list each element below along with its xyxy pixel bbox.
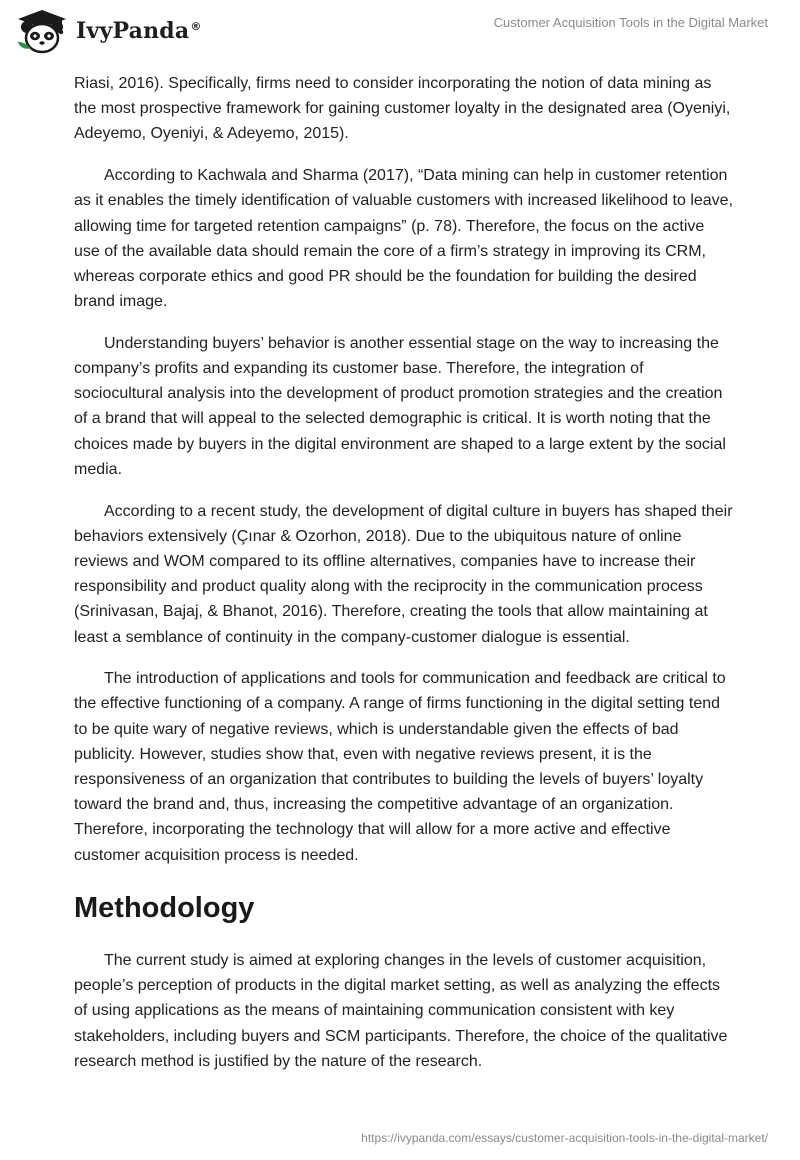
- paragraph: The introduction of applications and tools for communication and feedback are critical to the effective functioning of a company. A range of firms functioning in the digital setting tend to be quite wary of negative reviews, which is understandable given the effects of bad publicity. However, studies show that, even with negative reviews present, it is the responsiveness of an organization that contributes to building the levels of buyers’ loyalty toward the brand and, thus, increasing the competitive advantage of an organization. Therefore, incorporating the technology that will allow for a more active and effective customer acquisition process is needed.: [74, 670, 726, 864]
- brand-name: IvyPanda®: [76, 18, 202, 44]
- paragraph: According to a recent study, the development of digital culture in buyers has shaped their behaviors extensively (Çınar & Ozorhon, 2018). Due to the ubiquitous nature of online reviews and WOM compared to its offline alternatives, companies have to increase their responsibility and product quality along with the reciprocity in the communication process (Srinivasan, Bajaj, & Bhanot, 2016). Therefore, creating the tools that allow maintaining at least a semblance of continuity in the company-customer dialogue is essential.: [74, 502, 733, 646]
- essay-content: [74, 71, 734, 1090]
- paragraph: According to Kachwala and Sharma (2017), “Data mining can help in customer retention as it enables the timely identification of valuable customers with increased likelihood to leave, allowing time for targeted retention campaigns” (p. 78). Therefore, the focus on the active use of the available data should remain the core of a firm’s strategy in improving its CRM, whereas corporate ethics and good PR should be the foundation for building the desired brand image.: [74, 167, 734, 311]
- paragraph: Understanding buyers’ behavior is another essential stage on the way to increasing the company’s profits and expanding its customer base. Therefore, the integration of sociocultural analysis into the development of product promotion strategies and the creation of a brand that will appeal to the selected demographic is critical. It is worth noting that the choices made by buyers in the digital environment are shaped to a large extent by the social media.: [74, 334, 726, 478]
- section-heading: Methodology: [74, 891, 255, 924]
- source-url[interactable]: https://ivypanda.com/essays/customer-acquisition-tools-in-the-digital-market/: [361, 1131, 768, 1145]
- paragraph: Riasi, 2016). Specifically, firms need to consider incorporating the notion of data mining as the most prospective framework for gaining customer loyalty in the designated area (Oyeniyi, Adeyemo, Oyeniyi, & Adeyemo, 2015).: [74, 75, 731, 143]
- ivypanda-logo[interactable]: [14, 8, 202, 54]
- paragraph: The current study is aimed at exploring changes in the levels of customer acquisition, people’s perception of products in the digital market setting, as well as analyzing the effects of using applications as the means of maintaining communication consistent with key stakeholders, including buyers and SCM participants. Therefore, the choice of the qualitative research method is justified by the nature of the research.: [74, 951, 728, 1070]
- document-title: Customer Acquisition Tools in the Digital Market: [493, 15, 768, 30]
- page-header: [0, 0, 800, 62]
- panda-graduation-icon: [14, 8, 70, 54]
